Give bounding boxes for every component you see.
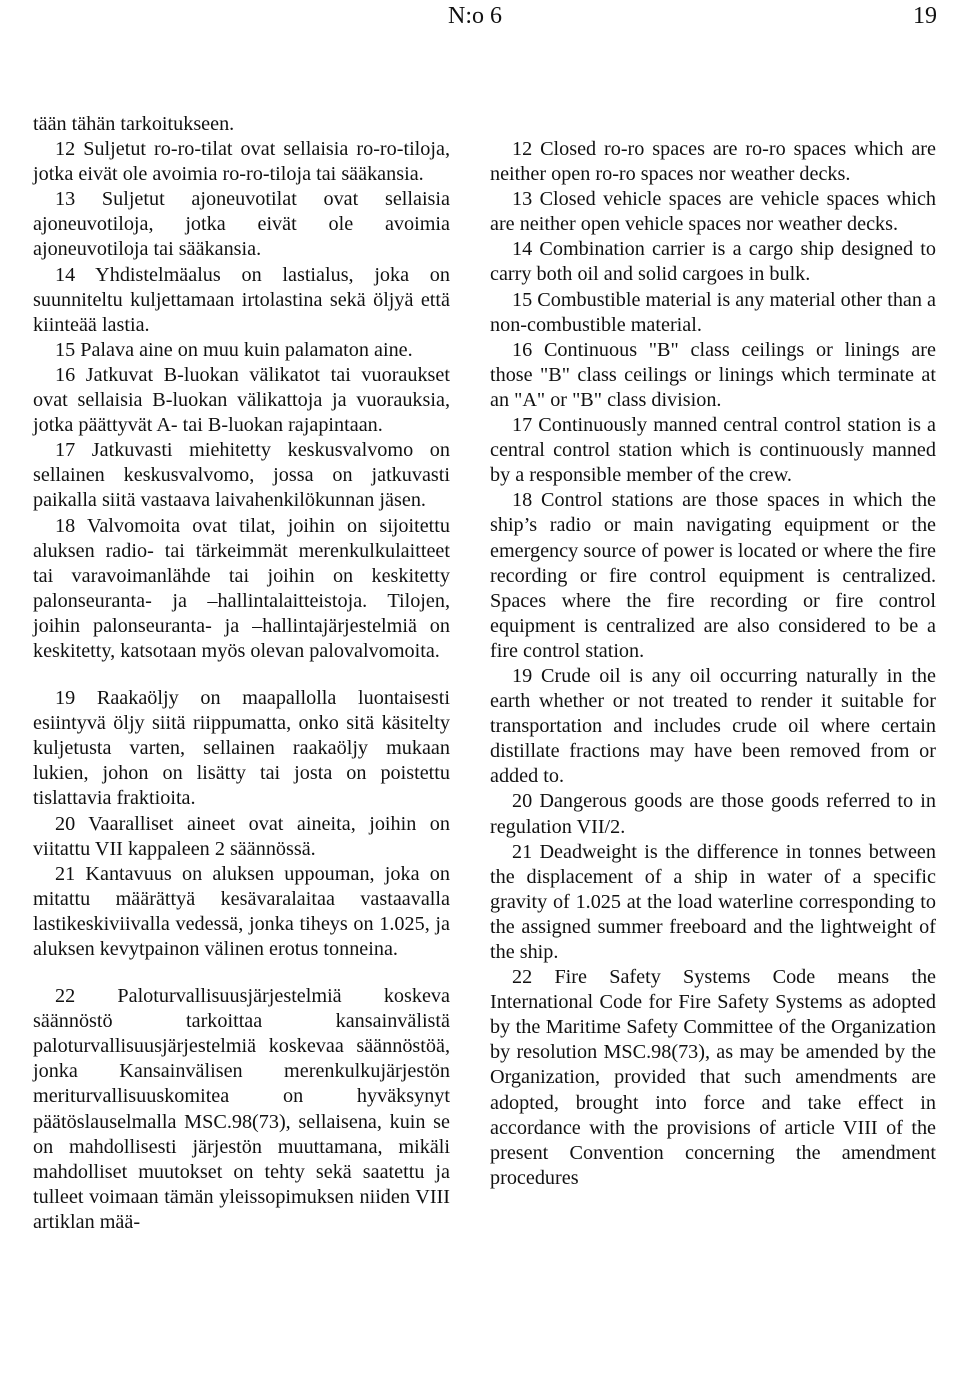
finnish-definition-12: 12 Suljetut ro-ro-tilat ovat sellaisia ro-ro-tiloja, jotka eivät ole avoimia ro-ro-tiloja tai sääkansia. [33, 138, 450, 186]
english-definition-12: 12 Closed ro-ro spaces are ro-ro spaces which are neither open ro-ro spaces nor weather decks. [490, 138, 936, 186]
finnish-definition-21: 21 Kantavuus on aluksen uppouman, joka on mitattu määrättyä kesävaralaitaa vastaavalla lastikeskiviivalla vedessä, jonka tiheys on 1.025, ja aluksen kevytpainon välinen erotus tonneina. [33, 862, 450, 960]
finnish-definition-19: 19 Raakaöljy on maapallolla luontaisesti esiintyvä öljy siitä riippumatta, onko sitä käsitelty kuljetusta varten, sellainen raakaöljy mukaan lukien, johon on lisätty tai josta on poistettu tislattavia fraktioita. [33, 687, 450, 810]
finnish-definition-18: 18 Valvomoita ovat tilat, joihin on sijoitettu aluksen radio- tai tärkeimmät merenkulkulaitteet tai varavoimanlähde tai joihin on keskitetty palonseuranta- ja –hallintalaitteistoja. Tilojen, joihin palonseuranta- ja –hallintajärjestelmiä on keskitetty, katsotaan myös olevan palovalvomoita. [33, 514, 450, 662]
finnish-column [33, 112, 450, 1235]
finnish-definition-17: 17 Jatkuvasti miehitetty keskusvalvomo on sellainen keskusvalvomo, jossa on jatkuvasti paikalla siitä vastaava laivahenkilökunnan jäsen. [33, 439, 450, 512]
finnish-continuation-line: tään tähän tarkoitukseen. [33, 113, 235, 135]
english-definition-17: 17 Continuously manned central control station is a central control station which is continuously manned by a responsible member of the crew. [490, 414, 936, 487]
english-definition-20: 20 Dangerous goods are those goods referred to in regulation VII/2. [490, 790, 936, 838]
english-definition-19: 19 Crude oil is any oil occurring naturally in the earth whether or not treated to render it suitable for transportation and includes crude oil where certain distillate fractions may have been removed from or added to. [490, 664, 936, 788]
finnish-definition-20: 20 Vaaralliset aineet ovat aineita, joihin on viitattu VII kappaleen 2 säännössä. [33, 812, 450, 860]
finnish-definition-13: 13 Suljetut ajoneuvotilat ovat sellaisia ajoneuvotiloja, jotka eivät ole avoimia ajoneuvotiloja tai sääkansia. [33, 188, 450, 261]
english-definition-18: 18 Control stations are those spaces in which the ship’s radio or main navigating equipment or the emergency source of power is located or where the fire recording or fire control equipment is centralized. Spaces where the fire recording or fire control equipment is centralized are also considered to be a fire control station. [490, 489, 936, 662]
english-definition-14: 14 Combination carrier is a cargo ship designed to carry both oil and solid cargoes in bulk. [490, 238, 936, 286]
english-column [490, 137, 936, 1191]
page-number: 19 [913, 3, 937, 29]
finnish-definition-16: 16 Jatkuvat B-luokan välikatot tai vuoraukset ovat sellaisia B-luokan välikattoja ja vuorauksia, jotka päättyvät A- tai B-luokan rajapintaan. [33, 363, 450, 437]
finnish-definition-14: 14 Yhdistelmäalus on lastialus, joka on suunniteltu kuljettamaan irtolastina sekä öljyä että kiinteää lastia. [33, 263, 450, 336]
english-definition-21: 21 Deadweight is the difference in tonnes between the displacement of a ship in water of a specific gravity of 1.025 at the load waterline corresponding to the assigned summer freeboard and the lightweight of the ship. [490, 840, 936, 963]
english-definition-22: 22 Fire Safety Systems Code means the International Code for Fire Safety Systems as adopted by the Maritime Safety Committee of the Organization by resolution MSC.98(73), as may be amended by the Organization, provided that such amendments are adopted, brought into force and take effect in accordance with the provisions of article VIII of the present Convention concerning the amendment procedures [490, 966, 936, 1189]
finnish-definition-15: 15 Palava aine on muu kuin palamaton aine. [55, 338, 413, 361]
english-definition-13: 13 Closed vehicle spaces are vehicle spaces which are neither open vehicle spaces nor weather decks. [490, 188, 936, 236]
finnish-definition-22: 22 Paloturvallisuusjärjestelmiä koskeva säännöstö tarkoittaa kansainvälistä paloturvallisuusjärjestelmiä koskevaa säännöstöä, jonka Kansainvälisen merenkulkujärjestön meriturvallisuuskomitea on hyväksynyt päätöslauselmalla MSC.98(73), sellaisena, kuin se on mahdollisesti järjestön muuttamana, mikäli mahdolliset muutokset on tehty sekä saatettu ja tulleet voimaan tämän yleissopimuksen niiden VIII artiklan mää- [33, 985, 450, 1233]
english-definition-16: 16 Continuous "B" class ceilings or linings are those "B" class ceilings or linings which terminate at an "A" or "B" class division. [490, 338, 936, 411]
issue-number: N:o 6 [448, 3, 502, 29]
english-definition-15: 15 Combustible material is any material other than a non-combustible material. [490, 288, 936, 336]
